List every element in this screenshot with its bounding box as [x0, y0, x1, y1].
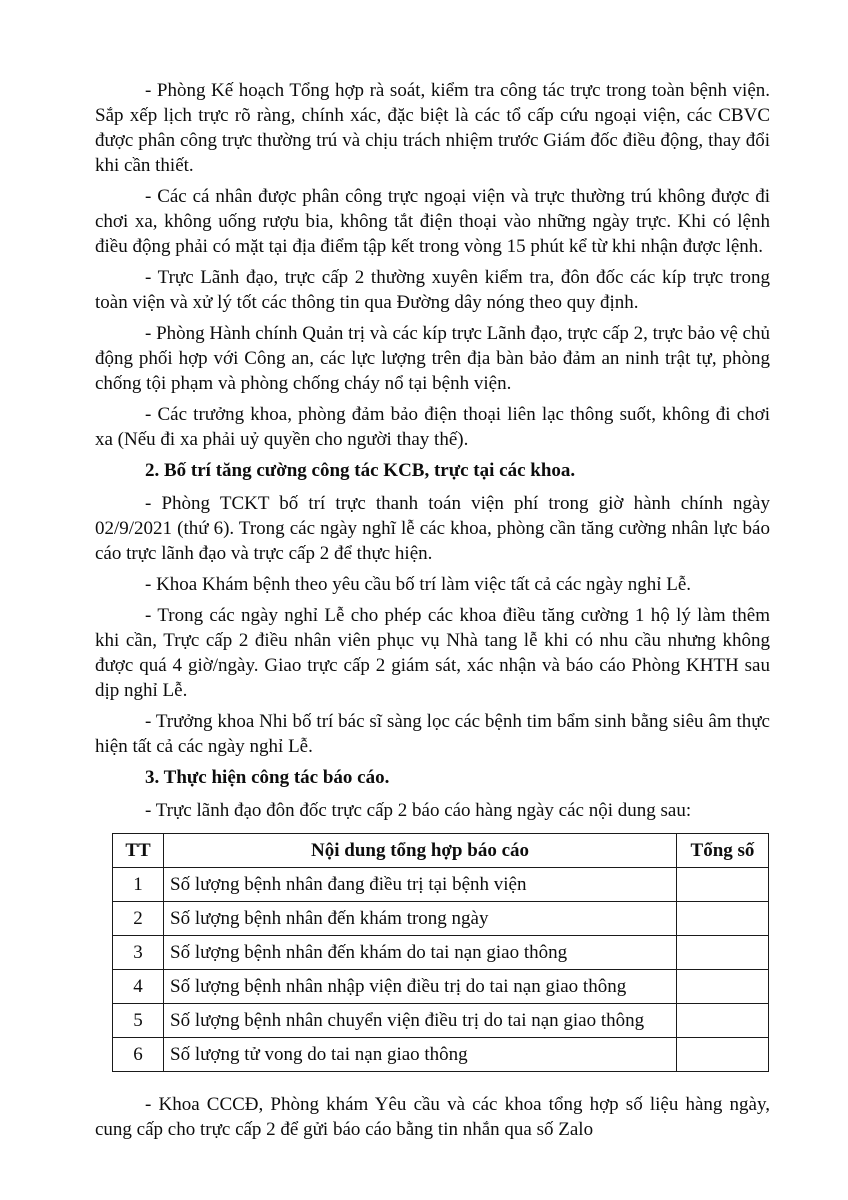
paragraph-tckt: - Phòng TCKT bố trí trực thanh toán viện phí trong giờ hành chính ngày 02/9/2021 (thứ 6). Trong các ngày nghĩ lễ các khoa, phòng cần tăng cường nhân lực báo cáo trực lãnh đạo và trực cấp 2 để thực hiện.: [95, 493, 770, 564]
section-heading-3: 3. Thực hiện công tác báo cáo.: [145, 767, 390, 788]
table-cell-tt: 5: [113, 1004, 164, 1038]
paragraph-khth-duty: - Phòng Kế hoạch Tổng hợp rà soát, kiểm tra công tác trực trong toàn bệnh viện. Sắp xếp lịch trực rõ ràng, chính xác, đặc biệt là các tổ cấp cứu ngoại viện, các CBVC được phân công trực thường trú và chịu trách nhiệm trước Giám đốc điều động, thay đổi khi cần thiết.: [95, 80, 770, 176]
table-cell-content: Số lượng bệnh nhân chuyển viện điều trị do tai nạn giao thông: [164, 1004, 677, 1038]
paragraph-khoa-nhi: - Trưởng khoa Nhi bố trí bác sĩ sàng lọc các bệnh tim bẩm sinh bằng siêu âm thực hiện tất cả các ngày nghỉ Lễ.: [95, 711, 770, 757]
table-row: [113, 1038, 769, 1072]
table-cell-tt: 2: [113, 902, 164, 936]
table-cell-tt: 6: [113, 1038, 164, 1072]
table-cell-content: Số lượng bệnh nhân đang điều trị tại bệnh viện: [164, 868, 677, 902]
table-cell-content: Số lượng tử vong do tai nạn giao thông: [164, 1038, 677, 1072]
table-cell-content: Số lượng bệnh nhân đến khám trong ngày: [164, 902, 677, 936]
table-cell-tt: 1: [113, 868, 164, 902]
paragraph-holiday-staffing: - Trong các ngày nghỉ Lễ cho phép các khoa điều tăng cường 1 hộ lý làm thêm khi cần, Trực cấp 2 điều nhân viên phục vụ Nhà tang lễ khi có nhu cầu nhưng không được quá 4 giờ/ngày. Giao trực cấp 2 giám sát, xác nhận và báo cáo Phòng KHTH sau dịp nghỉ Lễ.: [95, 605, 770, 701]
paragraph-leader-duty: - Trực Lãnh đạo, trực cấp 2 thường xuyên kiểm tra, đôn đốc các kíp trực trong toàn viện và xử lý tốt các thông tin qua Đường dây nóng theo quy định.: [95, 267, 770, 313]
section-heading-2: 2. Bố trí tăng cường công tác KCB, trực tại các khoa.: [145, 460, 576, 481]
table-header-total: Tổng số: [677, 834, 769, 868]
paragraph-individual-duty: - Các cá nhân được phân công trực ngoại viện và trực thường trú không được đi chơi xa, không uống rượu bia, không tắt điện thoại vào những ngày trực. Khi có lệnh điều động phải có mặt tại địa điểm tập kết trong vòng 15 phút kể từ khi nhận được lệnh.: [95, 186, 770, 257]
table-cell-total: [677, 902, 769, 936]
table-header-tt: TT: [113, 834, 164, 868]
table-cell-content: Số lượng bệnh nhân nhập viện điều trị do tai nạn giao thông: [164, 970, 677, 1004]
table-cell-tt: 4: [113, 970, 164, 1004]
paragraph-phone-contact: - Các trưởng khoa, phòng đảm bảo điện thoại liên lạc thông suốt, không đi chơi xa (Nếu đi xa phải uỷ quyền cho người thay thế).: [95, 404, 770, 450]
table-cell-total: [677, 1038, 769, 1072]
table-row: [113, 868, 769, 902]
table-cell-total: [677, 936, 769, 970]
paragraph-kham-benh: - Khoa Khám bệnh theo yêu cầu bố trí làm việc tất cả các ngày nghỉ Lễ.: [145, 574, 692, 595]
paragraph-report-intro: - Trực lãnh đạo đôn đốc trực cấp 2 báo cáo hàng ngày các nội dung sau:: [145, 800, 692, 821]
table-cell-total: [677, 1004, 769, 1038]
paragraph-closing: - Khoa CCCĐ, Phòng khám Yêu cầu và các khoa tổng hợp số liệu hàng ngày, cung cấp cho trực cấp 2 để gửi báo cáo bằng tin nhắn qua số Zalo: [95, 1094, 770, 1140]
table-cell-total: [677, 970, 769, 1004]
table-cell-total: [677, 868, 769, 902]
table-row: [113, 970, 769, 1004]
table-row: [113, 936, 769, 970]
table-header-row: [113, 834, 769, 868]
table-row: [113, 1004, 769, 1038]
paragraph-security: - Phòng Hành chính Quản trị và các kíp trực Lãnh đạo, trực cấp 2, trực bảo vệ chủ động phối hợp với Công an, các lực lượng trên địa bàn bảo đảm an ninh trật tự, phòng chống tội phạm và phòng chống cháy nổ tại bệnh viện.: [95, 323, 770, 394]
table-row: [113, 902, 769, 936]
table-cell-tt: 3: [113, 936, 164, 970]
report-table: [112, 833, 769, 1072]
table-header-content: Nội dung tổng hợp báo cáo: [164, 834, 677, 868]
table-cell-content: Số lượng bệnh nhân đến khám do tai nạn giao thông: [164, 936, 677, 970]
